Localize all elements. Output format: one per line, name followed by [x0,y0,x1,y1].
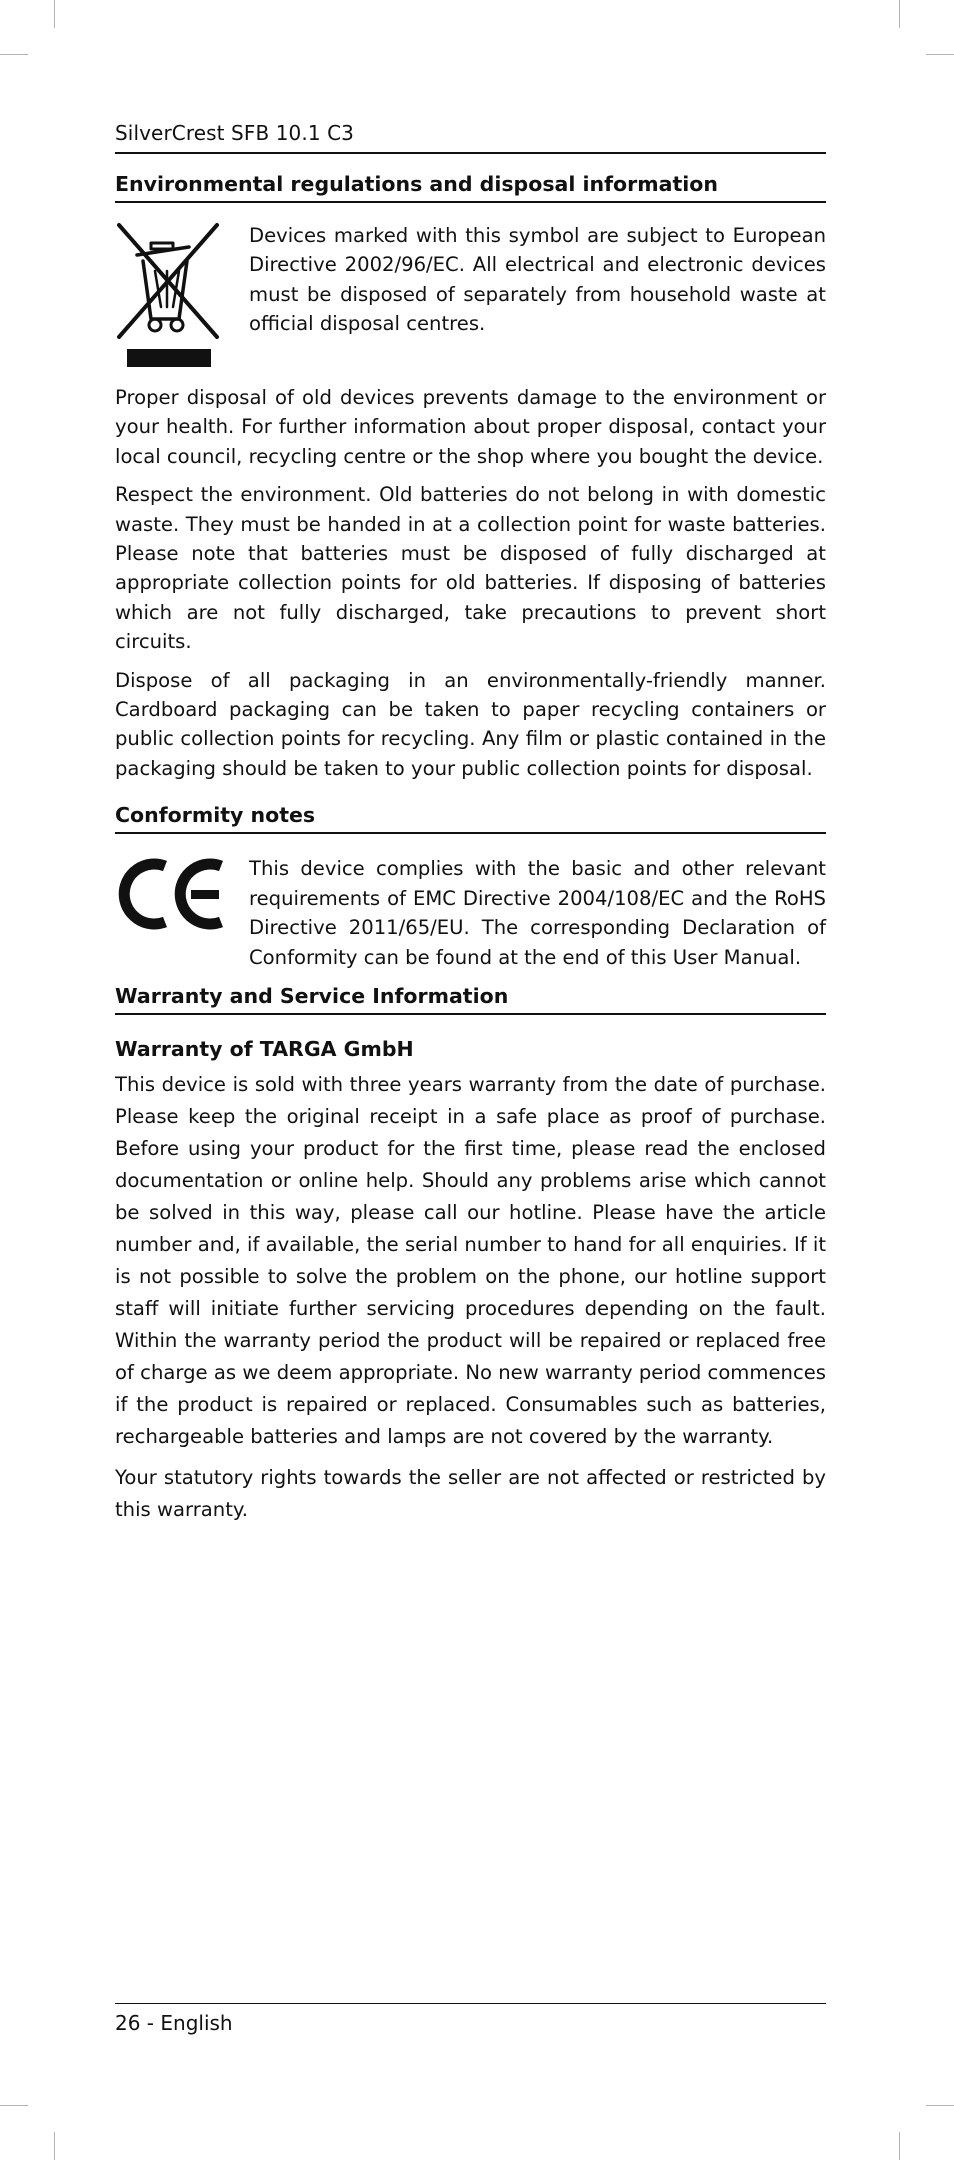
running-header: SilverCrest SFB 10.1 C3 [115,120,826,154]
section-title-environment: Environmental regulations and disposal information [115,170,826,203]
warranty-subtitle: Warranty of TARGA GmbH [115,1036,414,1061]
crop-mark [0,54,28,55]
paragraph-disposal: Proper disposal of old devices prevents damage to the environment or your health. For further information about proper disposal, contact your local council, recycling centre or the shop where you bought the device. [115,386,826,468]
crop-mark [54,0,55,28]
crop-mark [899,0,900,28]
weee-icon [115,221,249,373]
crop-mark [0,2105,28,2106]
paragraph-batteries: Respect the environment. Old batteries do not belong in with domestic waste. They must be handed in at a collection point for waste batteries. Please note that batteries must be disposed of fully discharged at appropriate collection points for old batteries. If disposing of batteries which are not fully discharged, take precautions to prevent short circuits. [115,483,826,654]
section-title-conformity: Conformity notes [115,801,826,834]
weee-text: Devices marked with this symbol are subject to European Directive 2002/96/EC. All electrical and electronic devices must be disposed of separately from household waste at official disposal centres. [249,224,826,336]
crop-mark [899,2132,900,2160]
crop-mark [926,54,954,55]
crossed-out-wheelie-bin-icon [115,221,225,369]
crop-mark [926,2105,954,2106]
section-title-warranty: Warranty and Service Information [115,982,826,1015]
ce-mark-icon [115,854,229,934]
ce-notice [115,854,826,972]
paragraph-warranty: This device is sold with three years warranty from the date of purchase. Please keep the original receipt in a safe place as proof of purchase. Before using your product for the first time, please read the enclosed documentation or online help. Should any problems arise which cannot be solved in this way, please call our hotline. Please have the article number and, if available, the serial number to hand for all enquiries. If it is not possible to solve the problem on the phone, our hotline support staff will initiate further servicing procedures depending on the fault. Within the warranty period the product will be repaired or replaced free of charge as we deem appropriate. No new warranty period commences if the product is repaired or replaced. Consumables such as batteries, rechargeable batteries and lamps are not covered by the warranty. [115,1072,826,1448]
weee-notice [115,221,826,373]
conformity-text: This device complies with the basic and other relevant requirements of EMC Directive 2004/108/EC and the RoHS Directive 2011/65/EU. The corresponding Declaration of Conformity can be found at the end of this User Manual. [249,857,826,969]
manual-page [115,120,826,1526]
ce-icon [115,854,249,938]
paragraph-packaging: Dispose of all packaging in an environmentally-friendly manner. Cardboard packaging can be taken to paper recycling containers or public collection points for recycling. Any film or plastic contained in the packaging should be taken to your public collection points for disposal. [115,668,826,780]
paragraph-statutory-rights: Your statutory rights towards the seller are not affected or restricted by this warranty. [115,1465,826,1521]
crop-mark [54,2132,55,2160]
page-footer: 26 - English [115,2003,826,2038]
